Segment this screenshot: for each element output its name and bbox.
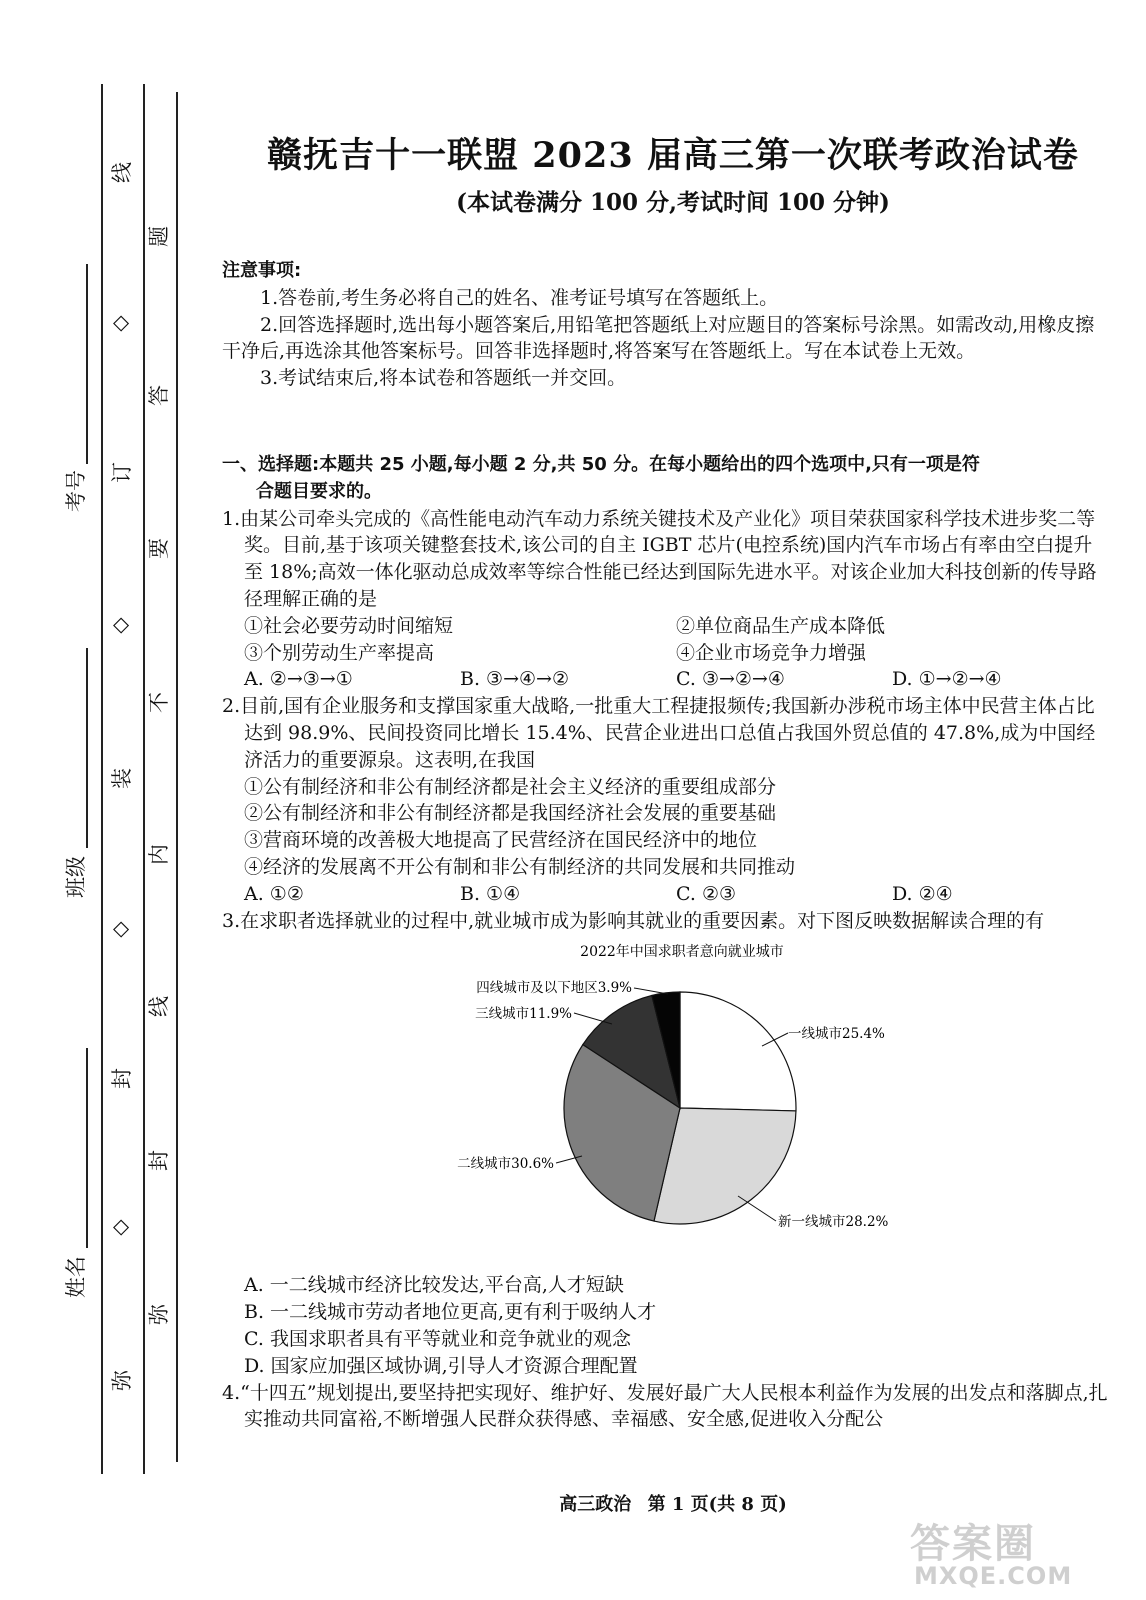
section-heading-line2: 合题目要求的。 xyxy=(256,480,382,502)
notes-section xyxy=(222,258,1108,392)
question-2-item: ④经济的发展离不开公有制和非公有制经济的共同发展和共同推动 xyxy=(244,855,796,878)
margin-char: 封 xyxy=(110,1068,134,1089)
watermark-url: MXQE.COM xyxy=(914,1562,1073,1590)
note-item: 3.考试结束后,将本试卷和答题纸一并交回。 xyxy=(260,367,627,390)
question-3-option-a: A. 一二线城市经济比较发达,平台高,人才短缺 xyxy=(244,1274,624,1297)
questions-section xyxy=(222,452,1108,1433)
question-1-option-b: B. ③→④→② xyxy=(460,668,569,691)
question-3-option-b: B. 一二线城市劳动者地位更高,更有利于吸纳人才 xyxy=(244,1301,657,1324)
question-2-option-b: B. ①④ xyxy=(460,882,521,905)
question-2-item: ①公有制经济和非公有制经济都是社会主义经济的重要组成部分 xyxy=(244,775,777,798)
pie-chart-area xyxy=(222,936,1108,1266)
margin-char: 订 xyxy=(110,462,134,483)
question-2-option-c: C. ②③ xyxy=(676,882,737,905)
margin-diamond: ◇ xyxy=(113,612,130,636)
pie-slice-label: 四线城市及以下地区3.9% xyxy=(476,980,632,997)
pie-slice xyxy=(680,992,796,1111)
question-2-item: ③营商环境的改善极大地提高了民营经济在国民经济中的地位 xyxy=(244,829,758,852)
margin-line-outer xyxy=(101,84,103,1474)
margin-char: 封 xyxy=(147,1150,171,1171)
watermark-text: 答案圈 xyxy=(910,1521,1036,1567)
margin-char: 题 xyxy=(147,226,171,247)
margin-char: 要 xyxy=(147,538,171,559)
margin-char: 线 xyxy=(147,996,171,1017)
question-3-stem: 3.在求职者选择就业的过程中,就业城市成为影响其就业的重要因素。对下图反映数据解读合理的有 xyxy=(222,909,1045,932)
note-item: 1.答卷前,考生务必将自己的姓名、准考证号填写在答题纸上。 xyxy=(260,286,779,309)
pie-leader-line xyxy=(634,988,668,994)
section-heading xyxy=(222,452,1108,506)
footer-subject: 高三政治 xyxy=(559,1494,632,1515)
margin-diamond: ◇ xyxy=(113,916,130,940)
margin-diamond: ◇ xyxy=(113,310,130,334)
question-2-stem: 2.目前,国有企业服务和支撑国家重大战略,一批重大工程捷报频传;我国新办涉税市场主体中民营主体占比达到 98.9%、民间投资同比增长 15.4%、民营企业进出口总值占我国外贸总值的 47.8%,成为中国经济活力的重要源泉。这表明,在我国 xyxy=(222,695,1096,771)
margin-char: 答 xyxy=(147,385,171,406)
name-label: 姓名 xyxy=(64,1256,88,1298)
question-3-option-d: D. 国家应加强区域协调,引导人才资源合理配置 xyxy=(244,1354,638,1377)
exam-number-label: 考号 xyxy=(64,470,88,512)
exam-number-line[interactable] xyxy=(86,264,88,464)
question-1-item: ④企业市场竞争力增强 xyxy=(676,641,867,664)
footer-page-number: 第 1 页(共 8 页) xyxy=(647,1494,787,1515)
chart-title: 2022年中国求职者意向就业城市 xyxy=(580,944,784,961)
question-2-item: ②公有制经济和非公有制经济都是我国经济社会发展的重要基础 xyxy=(244,802,777,825)
margin-char: 弥 xyxy=(147,1304,171,1325)
page-subtitle: (本试卷满分 100 分,考试时间 100 分钟) xyxy=(456,189,890,216)
margin-char: 弥 xyxy=(110,1370,134,1391)
class-line[interactable] xyxy=(86,648,88,848)
question-1-option-d: D. ①→②→④ xyxy=(892,668,1002,691)
note-item: 2.回答选择题时,选出每小题答案后,用铅笔把答题纸上对应题目的答案标号涂黑。如需改动,用橡皮擦干净后,再选涂其他答案标号。回答非选择题时,将答案写在答题纸上。写在本试卷上无效。 xyxy=(222,313,1095,363)
question-1-item: ③个别劳动生产率提高 xyxy=(244,641,435,664)
question-1-option-c: C. ③→②→④ xyxy=(676,668,785,691)
page-title: 赣抚吉十一联盟 2023 届高三第一次联考政治试卷 xyxy=(267,135,1079,176)
margin-line-inner xyxy=(176,92,178,1462)
question-1-item: ②单位商品生产成本降低 xyxy=(676,614,886,637)
pie-slice-label: 新一线城市28.2% xyxy=(778,1214,889,1231)
margin-char: 线 xyxy=(110,162,134,183)
question-2-option-d: D. ②④ xyxy=(892,882,953,905)
watermark-logo xyxy=(910,1512,1073,1590)
pie-chart xyxy=(442,936,922,1261)
section-heading-line1: 一、选择题:本题共 25 小题,每小题 2 分,共 50 分。在每小题给出的四个选项中,只有一项是符 xyxy=(222,454,980,475)
question-1-stem: 1.由某公司牵头完成的《高性能电动汽车动力系统关键技术及产业化》项目荣获国家科学技术进步奖二等奖。目前,基于该项关键整套技术,该公司的自主 IGBT 芯片(电控系统)国内汽车市场占有率由空白提升至 18%;高效一体化驱动总成效率等综合性能已经达到国际先进水平。对该企业加大科技创新的传导路径理解正确的是 xyxy=(222,507,1097,610)
margin-line-middle xyxy=(143,84,145,1474)
margin-diamond: ◇ xyxy=(113,1214,130,1238)
pie-slice-label: 三线城市11.9% xyxy=(475,1006,572,1023)
name-line[interactable] xyxy=(86,1048,88,1248)
question-2-option-a: A. ①② xyxy=(244,882,304,905)
margin-char: 装 xyxy=(110,768,134,789)
notes-heading: 注意事项: xyxy=(222,260,302,281)
question-2-options xyxy=(222,881,1108,908)
question-1-options xyxy=(222,666,1108,693)
margin-char: 不 xyxy=(147,692,171,713)
question-4-stem: 4.“十四五”规划提出,要坚持把实现好、维护好、发展好最广大人民根本利益作为发展的出发点和落脚点,扎实推动共同富裕,不断增强人民群众获得感、幸福感、安全感,促进收入分配公 xyxy=(222,1381,1108,1431)
question-1-option-a: A. ②→③→① xyxy=(244,668,353,691)
pie-slice-label: 一线城市25.4% xyxy=(788,1026,885,1043)
margin-char: 内 xyxy=(147,844,171,865)
question-1-items-row xyxy=(222,640,1108,667)
question-3-option-c: C. 我国求职者具有平等就业和竞争就业的观念 xyxy=(244,1327,631,1350)
question-1-items-row xyxy=(222,613,1108,640)
class-label: 班级 xyxy=(64,856,88,898)
pie-leader-line xyxy=(738,1196,776,1221)
pie-slice-label: 二线城市30.6% xyxy=(457,1156,554,1173)
question-1-item: ①社会必要劳动时间缩短 xyxy=(244,614,454,637)
